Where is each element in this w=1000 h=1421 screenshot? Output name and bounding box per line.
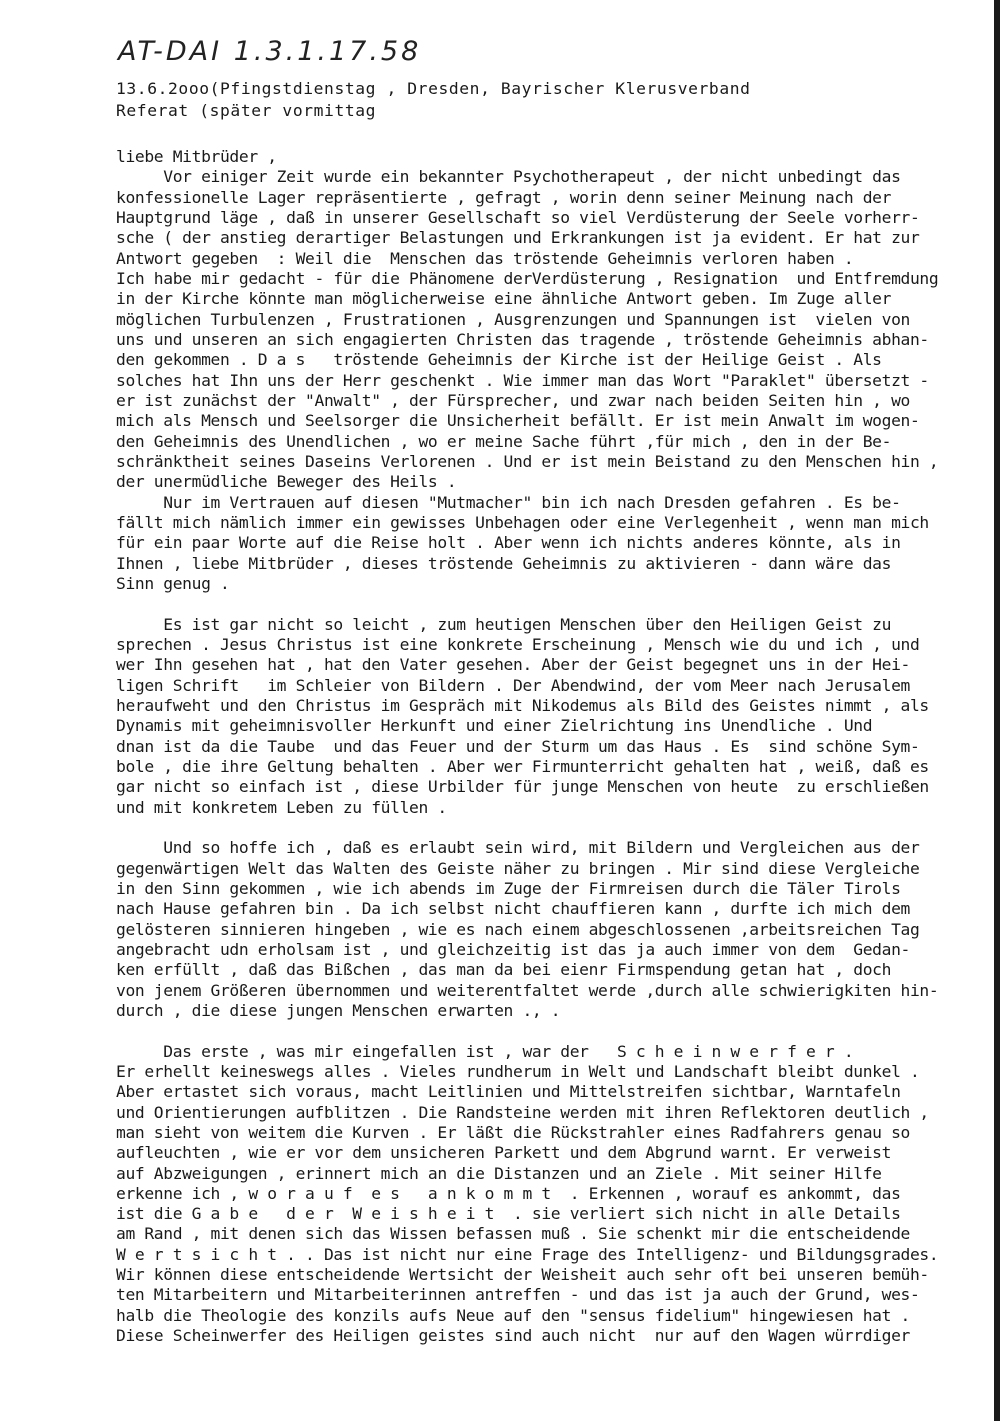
text-line: heraufweht und den Christus im Gespräch mit Nikodemus als Bild des Geistes nimmt , als xyxy=(116,695,929,715)
text-line: konfessionelle Lager repräsentierte , gefragt , worin denn seiner Meinung nach der xyxy=(116,187,892,207)
text-line: ten Mitarbeitern und Mitarbeiterinnen antreffen - und das ist ja auch der Grund, wes- xyxy=(116,1285,920,1305)
text-line: bole , die ihre Geltung behalten . Aber wer Firmunterricht gehalten hat , weiß, daß es xyxy=(116,756,929,776)
text-line: und mit konkretem Leben zu füllen . xyxy=(116,797,447,817)
text-line: von jenem Größeren übernommen und weiterentfaltet werde ,durch alle schwierigkiten hin- xyxy=(116,980,939,1000)
text-line: sche ( der anstieg derartiger Belastungen und Erkrankungen ist ja evident. Er hat zur xyxy=(116,228,920,248)
text-line: Und so hoffe ich , daß es erlaubt sein wird, mit Bildern und Vergleichen aus der xyxy=(116,838,920,858)
text-line: man sieht von weitem die Kurven . Er läßt die Rückstrahler eines Radfahrers genau so xyxy=(116,1122,910,1142)
text-line: wer Ihn gesehen hat , hat den Vater gesehen. Aber der Geist begegnet uns in der Hei- xyxy=(116,655,910,675)
text-line: ist die G a b e d e r W e i s h e i t . sie verliert sich nicht in alle Details xyxy=(116,1204,901,1224)
text-line: Sinn genug . xyxy=(116,573,230,593)
text-line: möglichen Turbulenzen , Frustrationen , Ausgrenzungen und Spannungen ist vielen von xyxy=(116,309,910,329)
text-line: sprechen . Jesus Christus ist eine konkrete Erscheinung , Mensch wie du und ich , und xyxy=(116,634,920,654)
text-line: dnan ist da die Taube und das Feuer und der Sturm um das Haus . Es sind schöne Sym- xyxy=(116,736,920,756)
text-line: nach Hause gefahren bin . Da ich selbst nicht chauffieren kann , durfte ich mich dem xyxy=(116,899,910,919)
text-line: gegenwärtigen Welt das Walten des Geiste näher zu bringen . Mir sind diese Vergleiche xyxy=(116,858,920,878)
text-line: Ihnen , liebe Mitbrüder , dieses tröstende Geheimnis zu aktivieren - dann wäre das xyxy=(116,553,892,573)
text-line: schränktheit seines Daseins Verlorenen . Und er ist mein Beistand zu den Menschen hin , xyxy=(116,451,939,471)
text-line: Es ist gar nicht so leicht , zum heutigen Menschen über den Heiligen Geist zu xyxy=(116,614,892,634)
text-line: Wir können diese entscheidende Wertsicht der Weisheit auch sehr oft bei unseren bemüh- xyxy=(116,1265,929,1285)
text-line: der unermüdliche Beweger des Heils . xyxy=(116,472,457,492)
text-line: in der Kirche könnte man möglicherweise eine ähnliche Antwort geben. Im Zuge aller xyxy=(116,289,892,309)
text-line: am Rand , mit denen sich das Wissen befassen muß . Sie schenkt mir die entscheidende xyxy=(116,1224,910,1244)
text-line: ken erfüllt , daß das Bißchen , das man da bei eienr Firmspendung getan hat , doch xyxy=(116,960,892,980)
archive-signature: AT-DAI 1.3.1.17.58 xyxy=(118,36,422,67)
header-line: Referat (später vormittag xyxy=(116,101,377,120)
text-line: den Geheimnis des Unendlichen , wo er meine Sache führt ,für mich , den in der Be- xyxy=(116,431,892,451)
text-line: Das erste , was mir eingefallen ist , war der S c h e i n w e r f e r . xyxy=(116,1041,854,1061)
text-line: Er erhellt keineswegs alles . Vieles rundherum in Welt und Landschaft bleibt dunkel . xyxy=(116,1061,920,1081)
text-line: mich als Mensch und Seelsorger die Unsicherheit befällt. Er ist mein Anwalt im wogen- xyxy=(116,411,920,431)
text-line: gar nicht so einfach ist , diese Urbilder für junge Menschen von heute zu erschließen xyxy=(116,777,929,797)
text-line: ligen Schrift im Schleier von Bildern . Der Abendwind, der vom Meer nach Jerusalem xyxy=(116,675,910,695)
text-line: angebracht udn erholsam ist , und gleichzeitig ist das ja auch immer von dem Gedan- xyxy=(116,939,910,959)
text-line: solches hat Ihn uns der Herr geschenkt . Wie immer man das Wort "Paraklet" übersetzt - xyxy=(116,370,929,390)
text-line: Vor einiger Zeit wurde ein bekannter Psychotherapeut , der nicht unbedingt das xyxy=(116,167,901,187)
header-line: 13.6.2ooo(Pfingstdienstag , Dresden, Bayrischer Klerusverband xyxy=(116,79,751,98)
text-line: und Orientierungen aufblitzen . Die Randsteine werden mit ihren Reflektoren deutlich , xyxy=(116,1102,929,1122)
text-line: Ich habe mir gedacht - für die Phänomene derVerdüsterung , Resignation und Entfremdung xyxy=(116,268,939,288)
text-line: für ein paar Worte auf die Reise holt . Aber wenn ich nichts anderes könnte, als in xyxy=(116,533,901,553)
text-line: auf Abzweigungen , erinnert mich an die Distanzen und an Ziele . Mit seiner Hilfe xyxy=(116,1163,882,1183)
text-line: in den Sinn gekommen , wie ich abends im Zuge der Firmreisen durch die Täler Tirols xyxy=(116,878,901,898)
text-line: aufleuchten , wie er vor dem unsicheren Parkett und dem Abgrund warnt. Er verweist xyxy=(116,1143,892,1163)
text-line: liebe Mitbrüder , xyxy=(116,147,277,166)
text-line: Aber ertastet sich voraus, macht Leitlinien und Mittelstreifen sichtbar, Warntafeln xyxy=(116,1082,901,1102)
text-line: Diese Scheinwerfer des Heiligen geistes sind auch nicht nur auf den Wagen würrdiger xyxy=(116,1326,910,1346)
text-line: gelösteren sinnieren hingeben , wie es nach einem abgeschlossenen ,arbeitsreichen Tag xyxy=(116,919,920,939)
text-line: W e r t s i c h t . . Das ist nicht nur eine Frage des Intelligenz- und Bildungsgrades. xyxy=(116,1244,939,1264)
text-line: erkenne ich , w o r a u f e s a n k o m m t . Erkennen , worauf es ankommt, das xyxy=(116,1183,901,1203)
text-line: Nur im Vertrauen auf diesen "Mutmacher" bin ich nach Dresden gefahren . Es be- xyxy=(116,492,901,512)
text-line: den gekommen . D a s tröstende Geheimnis der Kirche ist der Heilige Geist . Als xyxy=(116,350,882,370)
text-line: Hauptgrund läge , daß in unserer Gesellschaft so viel Verdüsterung der Seele vorherr- xyxy=(116,207,920,227)
text-line: uns und unseren an sich engagierten Christen das tragende , tröstende Geheimnis abhan- xyxy=(116,329,929,349)
scan-border xyxy=(994,0,1000,1421)
text-line: durch , die diese jungen Menschen erwarten ., . xyxy=(116,1000,561,1020)
text-line: fällt mich nämlich immer ein gewisses Unbehagen oder eine Verlegenheit , wenn man mich xyxy=(116,512,929,532)
text-line: halb die Theologie des konzils aufs Neue auf den "sensus fidelium" hingewiesen hat . xyxy=(116,1305,910,1325)
text-line: Dynamis mit geheimnisvoller Herkunft und einer Zielrichtung ins Unendliche . Und xyxy=(116,716,873,736)
text-line: Antwort gegeben : Weil die Menschen das tröstende Geheimnis verloren haben . xyxy=(116,248,854,268)
text-line: er ist zunächst der "Anwalt" , der Fürsprecher, und zwar nach beiden Seiten hin , wo xyxy=(116,390,910,410)
